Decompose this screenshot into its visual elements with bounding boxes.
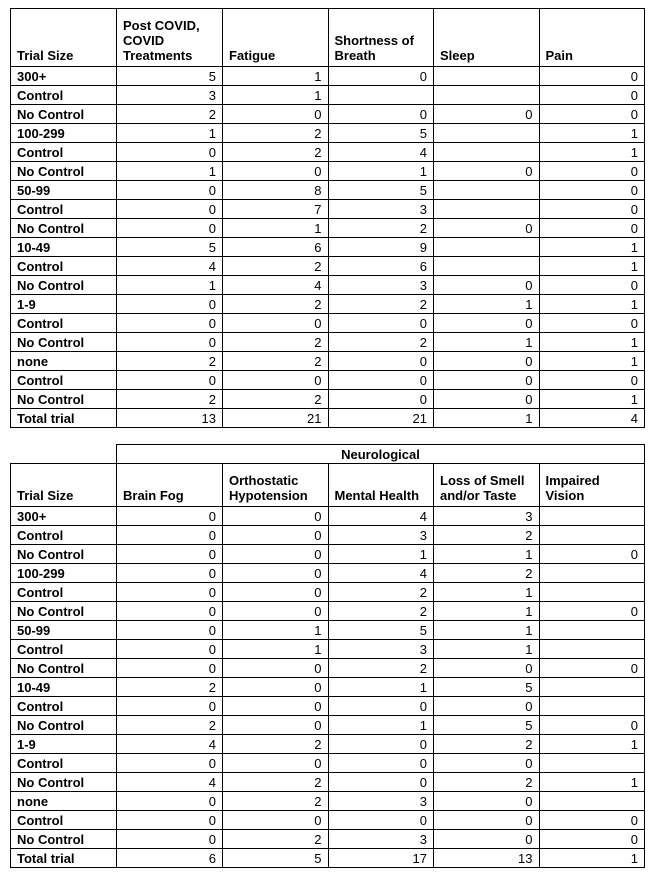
table-row [11,526,645,545]
table-row [11,295,645,314]
table-row [11,257,645,276]
table-cell: 6 [117,849,223,868]
table-cell: 5 [328,181,434,200]
table-row [11,754,645,773]
table-row [11,390,645,409]
table-cell: 1 [539,143,645,162]
table-cell: 3 [328,792,434,811]
table-cell: 0 [539,314,645,333]
table-row [11,678,645,697]
table-cell: 0 [434,352,540,371]
table-cell: 1 [328,545,434,564]
table-row [11,640,645,659]
row-label: Control [11,314,117,333]
table-cell: 2 [328,333,434,352]
table-row [11,371,645,390]
table-cell: 0 [117,371,223,390]
table-cell: 13 [117,409,223,428]
table-cell: 5 [117,238,223,257]
table-cell: 2 [328,659,434,678]
table-cell: 1 [328,162,434,181]
table-cell: 2 [117,716,223,735]
table-cell: 3 [434,507,540,526]
table-cell: 2 [434,564,540,583]
table-row [11,314,645,333]
table-cell: 0 [434,314,540,333]
row-label: No Control [11,333,117,352]
table-cell: 8 [223,181,329,200]
column-header: Orthostatic Hypotension [223,464,329,507]
row-label: No Control [11,545,117,564]
row-label: Control [11,371,117,390]
table-cell [539,526,645,545]
table-cell: 1 [539,238,645,257]
table-cell: 0 [223,526,329,545]
table-cell: 1 [117,124,223,143]
column-header: Trial Size [11,9,117,67]
table-cell: 1 [328,716,434,735]
table-cell: 0 [434,659,540,678]
row-label: 300+ [11,507,117,526]
table-cell: 1 [434,295,540,314]
table-cell: 0 [434,219,540,238]
table-cell: 0 [223,716,329,735]
table-row [11,773,645,792]
table-cell: 0 [223,583,329,602]
table-cell: 7 [223,200,329,219]
row-label: none [11,792,117,811]
table-cell [434,86,540,105]
table-cell: 0 [434,162,540,181]
table-cell [539,507,645,526]
table-cell: 21 [223,409,329,428]
column-header: Fatigue [223,9,329,67]
table-cell: 0 [539,276,645,295]
table-cell: 3 [117,86,223,105]
table-cell: 0 [539,371,645,390]
table-cell: 0 [539,659,645,678]
row-label: Control [11,257,117,276]
table-cell: 1 [328,678,434,697]
table-cell: 0 [223,545,329,564]
table-cell: 0 [117,219,223,238]
row-label: 100-299 [11,564,117,583]
table-cell: 2 [117,105,223,124]
table-cell: 1 [434,602,540,621]
table-row [11,333,645,352]
table-cell: 0 [539,86,645,105]
table-cell: 0 [117,545,223,564]
table-cell: 2 [223,257,329,276]
table-row [11,697,645,716]
table-cell: 1 [539,295,645,314]
table-cell: 0 [117,200,223,219]
row-label: No Control [11,716,117,735]
table-cell: 1 [539,333,645,352]
table-cell: 1 [223,621,329,640]
table-cell: 0 [223,754,329,773]
table-cell [539,621,645,640]
table-cell: 4 [117,257,223,276]
table-cell [434,143,540,162]
table-cell [539,640,645,659]
table-cell: 1 [223,640,329,659]
column-header: Shortness of Breath [328,9,434,67]
table-row [11,545,645,564]
table-row [11,792,645,811]
row-label: 50-99 [11,181,117,200]
header-row [11,9,645,67]
table-row [11,181,645,200]
row-label: 300+ [11,67,117,86]
table-cell: 0 [117,754,223,773]
table-row [11,849,645,868]
table-cell: 0 [223,602,329,621]
table-cell: 0 [223,811,329,830]
row-label: Control [11,200,117,219]
table-row [11,219,645,238]
table-cell: 2 [328,602,434,621]
table-cell [434,124,540,143]
table-cell: 2 [434,526,540,545]
table-cell: 3 [328,830,434,849]
table-cell: 2 [223,295,329,314]
table-cell: 1 [117,162,223,181]
table-cell: 4 [328,564,434,583]
table-cell: 2 [434,773,540,792]
table-cell: 5 [434,678,540,697]
table-cell: 13 [434,849,540,868]
row-label: 10-49 [11,238,117,257]
table-cell: 0 [117,811,223,830]
table-cell: 2 [117,352,223,371]
table-cell: 0 [328,773,434,792]
table-cell: 2 [117,678,223,697]
table-cell: 0 [117,564,223,583]
table-cell: 0 [117,333,223,352]
row-label: Control [11,754,117,773]
table-cell: 5 [117,67,223,86]
table-cell: 1 [434,583,540,602]
table-cell [539,792,645,811]
table-row [11,811,645,830]
table-row [11,564,645,583]
table-cell: 1 [539,849,645,868]
table-cell: 0 [434,276,540,295]
table-row [11,735,645,754]
table-cell: 0 [117,583,223,602]
table-cell: 0 [539,105,645,124]
table-cell: 5 [434,716,540,735]
table-cell: 0 [117,830,223,849]
table-cell: 2 [223,390,329,409]
table-cell: 0 [117,181,223,200]
table-cell: 2 [223,735,329,754]
row-label: No Control [11,390,117,409]
row-label: none [11,352,117,371]
table-cell: 17 [328,849,434,868]
table-row [11,352,645,371]
table-cell: 0 [539,181,645,200]
table-cell [434,257,540,276]
row-label: 1-9 [11,735,117,754]
table-row [11,830,645,849]
table-row [11,124,645,143]
table-cell: 1 [434,545,540,564]
group-header-row [11,445,645,464]
table-cell [434,181,540,200]
table-cell: 0 [328,105,434,124]
row-label: No Control [11,602,117,621]
table-cell: 0 [434,697,540,716]
table-cell: 2 [223,352,329,371]
table-cell: 2 [223,830,329,849]
row-label: Control [11,640,117,659]
table-cell: 0 [223,105,329,124]
table-cell: 6 [328,257,434,276]
table-cell: 2 [328,219,434,238]
row-label: No Control [11,276,117,295]
table-cell: 5 [328,621,434,640]
table-cell: 1 [539,390,645,409]
table-cell: 0 [328,390,434,409]
table-cell: 0 [539,830,645,849]
table-cell: 2 [223,124,329,143]
table-cell: 1 [434,640,540,659]
table-cell: 1 [223,67,329,86]
table-cell [539,583,645,602]
table-cell: 0 [434,390,540,409]
table-cell [539,697,645,716]
column-header: Brain Fog [117,464,223,507]
table-row [11,659,645,678]
table-row [11,602,645,621]
table-cell: 1 [434,333,540,352]
table-row [11,67,645,86]
row-label: Control [11,811,117,830]
table-cell: 0 [434,105,540,124]
table-cell: 0 [328,697,434,716]
table-cell: 0 [539,811,645,830]
table-cell: 0 [117,659,223,678]
table-cell: 4 [223,276,329,295]
table-cell: 0 [434,792,540,811]
table-cell: 3 [328,640,434,659]
table-cell: 5 [223,849,329,868]
table-cell [539,564,645,583]
table-cell: 1 [539,124,645,143]
table-cell [539,678,645,697]
table-cell: 5 [328,124,434,143]
row-label: No Control [11,773,117,792]
row-label: Control [11,583,117,602]
table-cell: 1 [434,409,540,428]
table-cell: 1 [539,735,645,754]
table-cell: 0 [117,526,223,545]
table-cell: 1 [539,773,645,792]
table-cell: 0 [328,735,434,754]
table-cell: 1 [539,352,645,371]
table-cell: 1 [223,86,329,105]
table-cell: 0 [539,602,645,621]
table-row [11,238,645,257]
table-cell: 0 [539,67,645,86]
table-cell: 2 [328,583,434,602]
table-cell: 6 [223,238,329,257]
row-label: No Control [11,830,117,849]
table-cell [539,754,645,773]
column-header: Sleep [434,9,540,67]
row-label: Control [11,143,117,162]
row-label: No Control [11,659,117,678]
table-cell: 0 [539,162,645,181]
table-cell: 2 [328,295,434,314]
table-cell: 0 [223,507,329,526]
table-row [11,143,645,162]
row-label: 1-9 [11,295,117,314]
table-cell: 0 [223,678,329,697]
table-cell: 0 [434,830,540,849]
table-row [11,105,645,124]
table-cell: 0 [539,200,645,219]
table-cell: 0 [328,314,434,333]
row-label: Total trial [11,409,117,428]
table-cell [434,200,540,219]
neurological-table [10,444,645,868]
table-cell: 0 [223,162,329,181]
table-cell: 4 [117,773,223,792]
table-cell: 0 [328,352,434,371]
table-cell: 3 [328,526,434,545]
table-row [11,507,645,526]
table-cell: 1 [223,219,329,238]
table-cell: 0 [117,697,223,716]
row-label: 100-299 [11,124,117,143]
table-cell: 0 [328,754,434,773]
table-cell: 2 [434,735,540,754]
table-cell: 0 [539,545,645,564]
table-cell: 21 [328,409,434,428]
table-cell: 0 [223,564,329,583]
table-cell: 0 [223,314,329,333]
table-cell: 2 [117,390,223,409]
table-cell: 4 [328,143,434,162]
table-cell: 0 [117,602,223,621]
row-label: No Control [11,162,117,181]
table-cell: 2 [223,773,329,792]
table-cell: 0 [434,371,540,390]
table-row [11,583,645,602]
row-label: 10-49 [11,678,117,697]
table-cell: 0 [117,621,223,640]
table-cell: 0 [328,67,434,86]
table-cell: 1 [434,621,540,640]
table-cell: 0 [328,371,434,390]
table-cell: 0 [117,143,223,162]
table-cell: 1 [539,257,645,276]
table-cell: 0 [117,314,223,333]
row-label: Control [11,697,117,716]
table-cell: 4 [539,409,645,428]
table-row [11,621,645,640]
table-cell [328,86,434,105]
table-row [11,276,645,295]
table-cell: 0 [117,507,223,526]
table-cell: 3 [328,200,434,219]
table-cell: 0 [539,219,645,238]
table-cell: 0 [539,716,645,735]
table-cell: 2 [223,143,329,162]
table-cell: 0 [434,754,540,773]
table-cell [434,67,540,86]
table-cell: 0 [328,811,434,830]
table-cell: 9 [328,238,434,257]
table-cell: 0 [223,697,329,716]
table-cell: 0 [434,811,540,830]
table-row [11,200,645,219]
column-header: Pain [539,9,645,67]
row-label: Control [11,86,117,105]
column-header: Mental Health [328,464,434,507]
group-header: Neurological [117,445,645,464]
row-label: No Control [11,219,117,238]
row-label: Total trial [11,849,117,868]
table-row [11,86,645,105]
table-row [11,162,645,181]
header-row [11,464,645,507]
column-header: Impaired Vision [539,464,645,507]
table-cell: 2 [223,792,329,811]
table-cell: 4 [117,735,223,754]
row-label: Control [11,526,117,545]
table-cell: 0 [223,659,329,678]
column-header: Post COVID, COVID Treatments [117,9,223,67]
table-cell: 4 [328,507,434,526]
table-row [11,716,645,735]
table-cell: 3 [328,276,434,295]
column-header: Trial Size [11,464,117,507]
table-cell: 0 [117,792,223,811]
table-cell [434,238,540,257]
row-label: 50-99 [11,621,117,640]
table-cell: 0 [223,371,329,390]
symptoms-table [10,8,645,428]
table-cell: 0 [117,295,223,314]
table-cell: 1 [117,276,223,295]
table-cell: 2 [223,333,329,352]
table-cell: 0 [117,640,223,659]
table-row [11,409,645,428]
blank-cell [11,445,117,464]
row-label: No Control [11,105,117,124]
column-header: Loss of Smell and/or Taste [434,464,540,507]
